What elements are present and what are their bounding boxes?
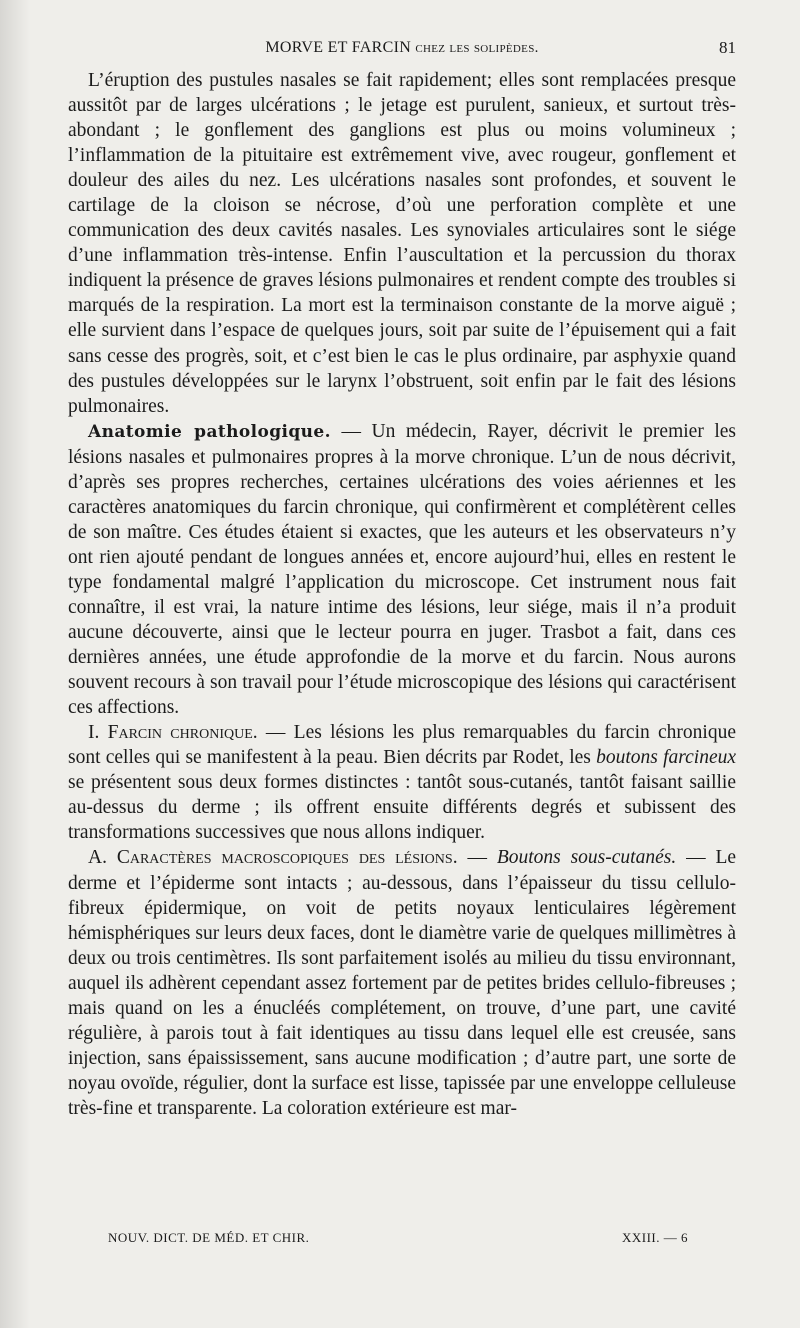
- running-title-small: chez les solipèdes.: [415, 40, 539, 56]
- body-text: [68, 68, 736, 1121]
- term-boutons-farcineux: boutons farcineux: [596, 747, 736, 769]
- paragraph-farcin-text-a: — Les lésions les plus remarquables du farcin chronique sont celles qui se manifestent à la peau. Bien décrits par Rodet, les: [68, 722, 736, 769]
- subheading-boutons-sous-cutanes: Boutons sous-cutanés.: [496, 847, 677, 869]
- running-title-main: MORVE ET FARCIN: [265, 39, 412, 56]
- section-heading-caracteres: A. Caractères macroscopiques des lésions.: [88, 847, 458, 869]
- section-heading-farcin-chronique: I. Farcin chronique.: [88, 722, 258, 744]
- paragraph-caracteres: [68, 845, 736, 1121]
- running-header: [68, 36, 736, 60]
- heading-dash: —: [457, 847, 497, 869]
- paragraph-anatomie-text: — Un médecin, Rayer, décrivit le premier les lésions nasales et pulmonaires propres à la morve chronique. L’un de nous décrivit, d’après ses propres recherches, certaines ulcérations des voies aériennes et les caractères anatomiques du farcin chronique, qui confirmèrent et complétèrent celles de son maître. Ces études étaient si exactes, que les auteurs et les observateurs n’y ont rien ajouté pendant de longues années et, encore aujourd’hui, elles en restent le type fondamental malgré l’application du microscope. Cet instrument nous fait connaître, il est vrai, la nature intime des lésions, leur siége, mais il n’a produit aucune découverte, ainsi que le lecteur pourra en juger. Trasbot a fait, dans ces dernières années, une étude approfondie de la morve et du farcin. Nous aurons souvent recours à son travail pour l’étude microscopique des lésions qui caractérisent ces affections.: [68, 420, 736, 719]
- page-footer: [108, 1228, 688, 1248]
- running-title: [68, 36, 736, 60]
- section-heading-anatomie: Anatomie pathologique.: [88, 421, 331, 442]
- page-gutter-shadow: [0, 0, 30, 1328]
- page-number: 81: [719, 38, 736, 57]
- footer-volume: XXIII. — 6: [621, 1230, 688, 1245]
- paragraph-caracteres-text: — Le derme et l’épiderme sont intacts ; au-dessous, dans l’épaisseur du tissu cellulo-fibreux épidermique, on voit de petits noyaux lenticulaires légèrement hémisphériques sur leurs deux faces, dont le diamètre varie de quelques millimètres à deux ou trois centimètres. Ils sont parfaitement isolés au milieu du tissu environnant, auquel ils adhèrent cependant assez fortement par de petites brides cellulo-fibreuses ; mais quand on les a énucléés complétement, on trouve, d’une part, une cavité régulière, à parois tout à fait identiques au tissu dans lequel elle est creusée, sans injection, sans épaississement, sans aucune modification ; d’autre part, une sorte de noyau ovoïde, régulier, dont la surface est lisse, tapissée par une enveloppe celluleuse très-fine et transparente. La coloration extérieure est mar-: [68, 847, 737, 1119]
- footer-signature: NOUV. DICT. DE MÉD. ET CHIR.: [108, 1230, 310, 1245]
- paragraph-morve-aigue: L’éruption des pustules nasales se fait rapidement; elles sont remplacées presque aussitôt par de larges ulcérations ; le jetage est purulent, sanieux, et surtout très-abondant ; le gonflement des ganglions est plus ou moins volumineux ; l’inflammation de la pituitaire est extrêmement vive, avec rougeur, gonflement et douleur des ailes du nez. Les ulcérations nasales sont profondes, et souvent le cartilage de la cloison se nécrose, d’où une perforation complète et une communication des deux cavités nasales. Les synoviales articulaires sont le siége d’une inflammation très-intense. Enfin l’auscultation et la percussion du thorax indiquent la présence de graves lésions pulmonaires et rendent compte des troubles si marqués de la respiration. La mort est la terminaison constante de la morve aiguë ; elle survient dans l’espace de quelques jours, soit par suite de l’épuisement qui a fait sans cesse des progrès, soit, et c’est bien le cas le plus ordinaire, par asphyxie quand des pustules développées sur le larynx l’obstruent, soit enfin par le fait des lésions pulmonaires.: [68, 70, 736, 417]
- paragraph-farcin-chronique: [68, 720, 736, 845]
- paragraph-anatomie: [68, 419, 736, 721]
- paragraph-farcin-text-b: se présentent sous deux formes distinctes : tantôt sous-cutanés, tantôt faisant saillie au-dessus du derme ; ils offrent ensuite différents degrés et subissent des transformations successives que nous allons indiquer.: [68, 772, 736, 844]
